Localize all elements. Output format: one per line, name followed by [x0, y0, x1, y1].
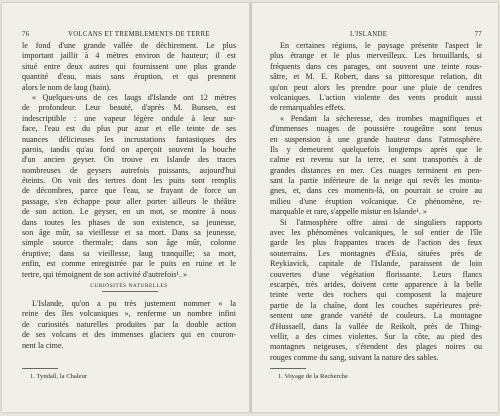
- text-line: d'Hussaell, dans la vallée de Reikolt, près de Thing-: [270, 321, 482, 331]
- text-line: éteints. On voit des tertres dont les puits sont remplis: [22, 176, 236, 186]
- text-line: d'un ancien geyser. On trouve en Islande des traces: [22, 155, 236, 165]
- section-heading: CURIOSITÉS NATURELLES: [90, 283, 168, 289]
- text-line: simple source thermale; dans son âge mûr, colonne: [22, 238, 236, 248]
- text-line: teinte verte des rochers qui composent la majeure: [270, 290, 482, 300]
- text-line: de profondeur. Leur beauté, d'après M. Bunsen, est: [22, 103, 236, 113]
- left-page: [2, 3, 250, 412]
- text-line: en suspension à une grande hauteur dans l'atmosphère.: [270, 134, 482, 144]
- text-line: montagnes neigeuses, s'étendent des plages noires ou: [270, 342, 482, 352]
- text-line: le fond d'une grande vallée de déchirement. Le plus: [22, 41, 236, 50]
- text-line: quantité d'eau, mais sans éruption, et qui prennent: [22, 72, 236, 82]
- text-line: qu'on peut alors les prendre pour une pluie de cendres: [270, 82, 482, 92]
- text-line: de décombres, parce que l'eau, se frayant de force un: [22, 186, 236, 196]
- text-line: passage, s'en échappe pour aller porter ailleurs le théâtre: [22, 196, 236, 206]
- text-line: « Quelques-uns de ces laugs d'Islande ont 12 mètres: [32, 92, 236, 102]
- text-line: fréquents dans ces parages, ont souvent une teinte rous-: [270, 61, 482, 71]
- text-line: milieu d'une éruption volcanique. Ce phénomène, re-: [270, 196, 482, 206]
- text-line: important jaillit à 4 mètres environ de hauteur; il est: [22, 51, 236, 61]
- text-line: de remarquables effets.: [270, 103, 346, 113]
- text-line: Ils y demeurent quelquefois longtemps après que le: [270, 144, 482, 154]
- text-line: volcaniques. L'action violente des vents produit aussi: [270, 92, 482, 102]
- page-number: 76: [22, 31, 30, 38]
- text-line: face, l'eau est du plus pur azur et elle teinte de ses: [22, 124, 236, 134]
- footnote: 1. Tyndall, la Chaleur: [30, 373, 88, 380]
- text-line: « Pendant la sécheresse, des trombes magnifiques et: [280, 113, 482, 123]
- text-line: calme est revenu sur la terre, et sont transportés à de: [270, 155, 482, 165]
- text-line: d'immenses nuages de poussière rougeâtre sont tenus: [270, 124, 482, 134]
- right-body-text: [270, 41, 482, 363]
- text-line: parois, tandis qu'au fond on aperçoit souvent la bouche: [22, 144, 236, 154]
- text-line: escarpés, très arides, doivent cette apparence à la belle: [270, 279, 482, 289]
- section-rule: [102, 291, 158, 292]
- text-line: son âge mûr, sa vieillesse et sa mort. Dans sa jeunesse,: [22, 228, 236, 238]
- footnote-rule: [270, 368, 306, 369]
- page-number: 77: [474, 31, 482, 38]
- footnote: 1. Voyage de la Recherche: [278, 373, 348, 380]
- text-line: nuances délicieuses les incrustations fantastiques des: [22, 134, 236, 144]
- text-line: garde les plus frappantes traces de l'action des feux: [270, 238, 482, 248]
- text-line: grandes distances en mer. Ces nuages terminent en pen-: [270, 165, 482, 175]
- text-line: de curiosités naturelles produites par la double action: [22, 319, 236, 329]
- text-line: de son action. Le geyser, en un mot, se montre à nous: [22, 207, 236, 217]
- text-line: vellir, a des cimes violettes. Sur la côte, au pied des: [270, 331, 482, 341]
- text-line: avec les phénomènes volcaniques, le sol entier de l'île: [270, 228, 482, 238]
- running-title: L'ISLANDE: [350, 31, 388, 38]
- text-line: rouges comme du sang, suivant la nature des sables.: [270, 352, 439, 362]
- text-line: situé entre deux autres qui fournissent une plus grande: [22, 61, 236, 71]
- text-line: enfin, est comme enregistrée par le puits en ruine et le: [22, 259, 236, 269]
- text-line: marquable et rare, s'appelle mistur en Islande¹. »: [270, 207, 427, 217]
- right-page: [252, 3, 498, 412]
- text-line: tertre, qui témoignent de son activité d'autrefois¹. »: [22, 269, 188, 279]
- right-running-head: [270, 30, 482, 39]
- footnote-rule: [22, 368, 58, 369]
- text-line: souterrains. Les montagnes d'Esia, situées près de: [270, 248, 482, 258]
- text-line: gnes, et, dans ces moments-là, on pourrait se croire au: [270, 186, 482, 196]
- running-title: VOLCANS ET TREMBLEMENTS DE TERRE: [68, 31, 210, 38]
- text-line: couvertes d'une végétation florissante. Leurs flancs: [270, 269, 482, 279]
- left-body-text: [22, 41, 236, 280]
- text-line: sâtre, et M. E. Robert, dans sa pittoresque relation, dit: [270, 72, 482, 82]
- text-line: sentent une grande variété de couleurs. La montagne: [270, 311, 482, 321]
- text-line: partie de la chaîne, dont les couches supérieures pré-: [270, 300, 482, 310]
- text-line: reine des îles volcaniques », renferme un nombre infini: [22, 309, 236, 319]
- left-section-text: [22, 299, 236, 351]
- book-spread: [2, 3, 498, 412]
- left-running-head: [22, 30, 236, 39]
- text-line: plus étrange et le plus merveilleux. Les brouillards, si: [270, 51, 482, 61]
- text-line: éruptive; dans sa vieillesse, laug tranquille; sa mort,: [22, 248, 236, 258]
- text-line: L'Islande, qu'on a pu très justement nommer « la: [32, 299, 236, 308]
- text-line: En certaines régions, le paysage présente l'aspect le: [280, 41, 482, 50]
- text-line: nombreuses de geysers autrefois puissants, aujourd'hui: [22, 165, 236, 175]
- text-line: dans toutes les phases de son existence, sa jeunesse,: [22, 217, 236, 227]
- text-line: Si l'atmosphère offre ainsi de singuliers rapports: [280, 217, 482, 227]
- text-line: nent la cime.: [22, 340, 64, 350]
- text-line: Reykiavick, capitale de l'Islande, paraissent de loin: [270, 259, 482, 269]
- text-line: sant la partie inférieure de la neige qui revêt les monta-: [270, 176, 482, 186]
- text-line: indescriptible : une vapeur légère ondule à leur sur-: [22, 113, 236, 123]
- text-line: de ses volcans et des immenses glaciers qui en couron-: [22, 330, 236, 340]
- text-line: alors le nom de laug (bain).: [22, 82, 112, 92]
